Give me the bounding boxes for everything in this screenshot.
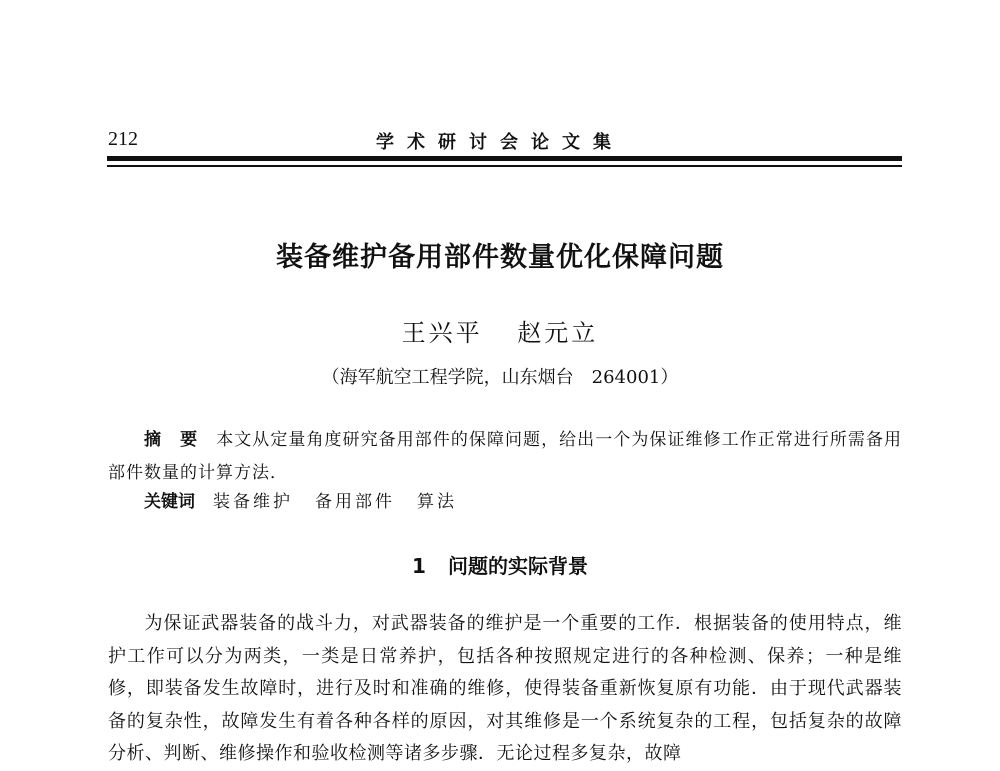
keyword: 算法: [417, 492, 457, 512]
author-name: 王兴平: [401, 319, 483, 347]
abstract: [108, 424, 902, 490]
section-title: 问题的实际背景: [447, 554, 588, 578]
keywords: [108, 486, 902, 519]
abstract-label: 摘 要: [144, 430, 199, 450]
body-paragraph: [108, 608, 902, 771]
section-number: 1: [412, 554, 426, 578]
authors: [0, 313, 1000, 348]
article-title: 装备维护备用部件数量优化保障问题: [276, 242, 724, 273]
body-text: 为保证武器装备的战斗力，对武器装备的维护是一个重要的工作．根据装备的使用特点，维护工作可以分为两类，一类是日常养护，包括各种按照规定进行的各种检测、保养；一种是维修，即装备发生故障时，进行及时和准确的维修，使得装备重新恢复原有功能．由于现代武器装备的复杂性，故障发生有着各种各样的原因，对其维修是一个系统复杂的工程，包括复杂的故障分析、判断、维修操作和验收检测等诸多步骤．无论过程多复杂，故障: [108, 613, 902, 764]
header-rule-thin: [107, 165, 902, 167]
keyword: 装备维护: [213, 492, 293, 512]
keyword: 备用部件: [315, 492, 395, 512]
header-rule-thick: [107, 156, 902, 161]
page-number: 212: [108, 128, 138, 150]
author-name: 赵元立: [517, 319, 599, 347]
running-title: 学术研讨会论文集: [376, 132, 624, 153]
section-heading: [0, 550, 1000, 579]
affiliation: （海军航空工程学院，山东烟台 264001）: [321, 367, 679, 388]
keywords-label: 关键词: [144, 492, 195, 512]
abstract-text: 本文从定量角度研究备用部件的保障问题，给出一个为保证维修工作正常进行所需备用部件数量的计算方法．: [108, 430, 903, 483]
